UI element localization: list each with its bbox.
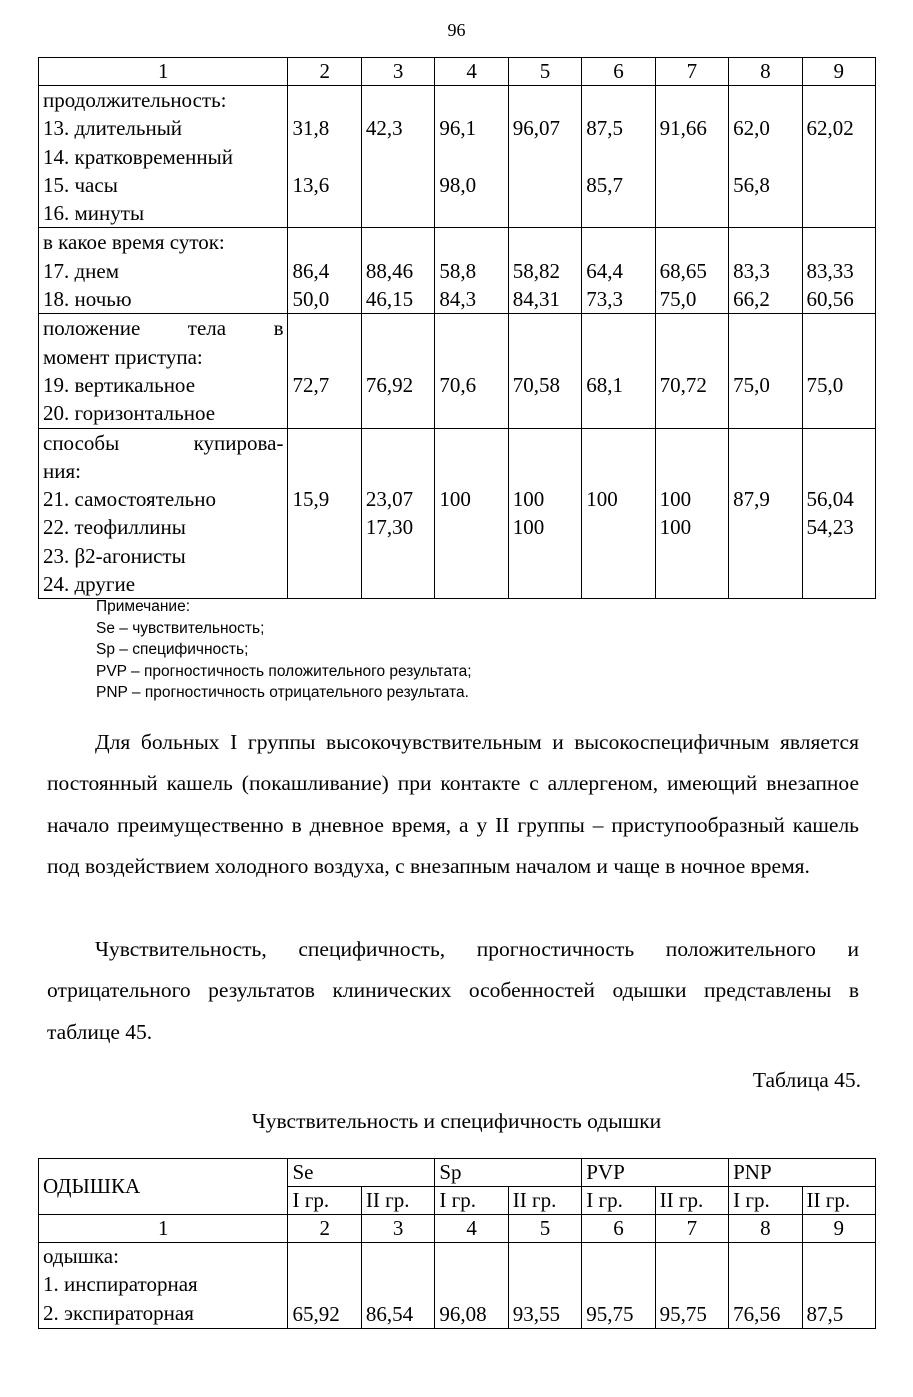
value-line bbox=[586, 86, 650, 114]
value-line: 73,3 bbox=[586, 287, 623, 312]
value-line bbox=[586, 542, 650, 570]
subgroup-cell: I гр. bbox=[729, 1187, 802, 1215]
value-line: 85,7 bbox=[586, 172, 623, 197]
value-line: 100 bbox=[512, 487, 545, 512]
note-title: Примечание: bbox=[96, 598, 191, 615]
row-label-cell bbox=[39, 428, 288, 599]
value-cell bbox=[435, 86, 508, 228]
value-line bbox=[733, 570, 797, 598]
value-cell bbox=[508, 86, 581, 228]
value-cell bbox=[655, 428, 728, 599]
value-cell bbox=[361, 86, 434, 228]
value-line: 83,3 bbox=[733, 258, 770, 283]
value-cell bbox=[288, 228, 361, 314]
value-line bbox=[439, 228, 503, 256]
value-line: 83,33 bbox=[806, 258, 854, 283]
row-label-line: 20. горизонтальное bbox=[43, 401, 216, 426]
value-line: 68,65 bbox=[659, 258, 707, 283]
value-line bbox=[513, 314, 577, 342]
value-line bbox=[513, 570, 577, 598]
row-label-line: способы купирова- bbox=[43, 430, 284, 455]
value-cell bbox=[435, 314, 508, 428]
value-line bbox=[733, 199, 797, 227]
value-cell bbox=[361, 428, 434, 599]
value-line bbox=[660, 143, 724, 171]
row-label-line: 24. другие bbox=[43, 572, 136, 597]
value-cell bbox=[802, 428, 875, 599]
value-cell bbox=[435, 428, 508, 599]
value-line bbox=[439, 429, 503, 457]
page-number: 96 bbox=[447, 20, 466, 40]
value-line bbox=[439, 542, 503, 570]
value-line: 62,0 bbox=[733, 116, 770, 141]
body-paragraph: Чувствительность, специфичность, прогностичность положительного и отрицательного результатов клинических особенностей одышки представлены в таблице 45. bbox=[47, 937, 859, 1044]
value-cell bbox=[508, 228, 581, 314]
row-label-line: 2. экспираторная bbox=[43, 1300, 194, 1325]
value-line: 87,9 bbox=[733, 487, 770, 512]
value-cell bbox=[802, 228, 875, 314]
note-line: Sp – специфичность; bbox=[96, 641, 249, 659]
value-line bbox=[733, 542, 797, 570]
value-cell bbox=[729, 314, 802, 428]
value-cell bbox=[655, 314, 728, 428]
value-line bbox=[366, 86, 430, 114]
value-line bbox=[513, 343, 577, 371]
row-label-line: 23. β2-агонисты bbox=[43, 543, 186, 568]
table-note bbox=[96, 596, 472, 704]
value-cell bbox=[729, 228, 802, 314]
value-line bbox=[807, 171, 871, 199]
value-line bbox=[292, 143, 356, 171]
value-line: 75,0 bbox=[659, 287, 697, 312]
value-line: 72,7 bbox=[292, 372, 330, 397]
note-line: PVP – прогностичность положительного результата; bbox=[96, 662, 472, 680]
column-number-cell: 2 bbox=[288, 1215, 361, 1243]
table-row bbox=[39, 228, 876, 314]
value-line bbox=[660, 343, 724, 371]
column-number-cell: 7 bbox=[655, 1215, 728, 1243]
value-cell bbox=[655, 86, 728, 228]
value-line: 56,8 bbox=[733, 172, 770, 197]
value-line bbox=[513, 86, 577, 114]
value-line bbox=[807, 457, 871, 485]
value-line: 84,3 bbox=[439, 287, 477, 312]
table-group-header-row bbox=[39, 1159, 876, 1187]
value-line bbox=[366, 343, 430, 371]
row-label-line: продолжительность: bbox=[43, 88, 227, 112]
value-line bbox=[439, 570, 503, 598]
value-line bbox=[733, 343, 797, 371]
value-line bbox=[366, 399, 430, 427]
row-label-cell bbox=[39, 228, 288, 314]
value-line: 66,2 bbox=[733, 287, 770, 312]
value-line bbox=[586, 457, 650, 485]
row-label-line: 14. кратковременный bbox=[43, 144, 233, 169]
value-line bbox=[292, 228, 356, 256]
value-line bbox=[513, 199, 577, 227]
value-line bbox=[366, 429, 430, 457]
value-line: 31,8 bbox=[292, 116, 330, 141]
body-paragraph: Для больных I группы высокочувствительным и высокоспецифичным является постоянный кашель (покашливание) при контакте с аллергеном, имеющий внезапное начало преимущественно в дневное время, а у II группы – приступообразный кашель под воздействием холодного воздуха, с внезапным началом и чаще в ночное время. bbox=[47, 730, 859, 878]
value-line: 17,30 bbox=[365, 515, 414, 540]
value-cell bbox=[655, 228, 728, 314]
value-cell: 65,92 bbox=[288, 1243, 361, 1329]
value-line: 70,58 bbox=[512, 372, 561, 397]
value-line: 50,0 bbox=[292, 287, 330, 312]
value-line bbox=[586, 228, 650, 256]
value-line bbox=[807, 429, 871, 457]
value-line bbox=[292, 343, 356, 371]
value-line bbox=[807, 542, 871, 570]
value-line bbox=[660, 429, 724, 457]
value-line bbox=[586, 314, 650, 342]
value-cell: 93,55 bbox=[508, 1243, 581, 1329]
table-44-continuation bbox=[38, 57, 876, 599]
value-cell bbox=[582, 228, 655, 314]
value-line: 58,82 bbox=[512, 258, 561, 283]
value-cell bbox=[288, 86, 361, 228]
group-header-sp: Sp bbox=[435, 1159, 582, 1187]
value-line: 100 bbox=[659, 515, 692, 540]
value-line bbox=[439, 513, 503, 541]
value-line bbox=[439, 86, 503, 114]
header-cell: 2 bbox=[288, 58, 361, 86]
row-label-line: в какое время суток: bbox=[43, 230, 225, 255]
group-header-se: Se bbox=[288, 1159, 435, 1187]
subgroup-cell: II гр. bbox=[508, 1187, 581, 1215]
value-line bbox=[292, 457, 356, 485]
value-line bbox=[292, 570, 356, 598]
value-line bbox=[660, 228, 724, 256]
row-label-line: 18. ночью bbox=[43, 287, 132, 312]
value-line: 70,72 bbox=[659, 372, 707, 397]
table-header-row bbox=[39, 58, 876, 86]
table-number-label: Таблица 45. bbox=[752, 1068, 861, 1092]
value-cell bbox=[729, 428, 802, 599]
value-line: 60,56 bbox=[806, 287, 854, 312]
value-line bbox=[292, 429, 356, 457]
value-cell: 95,75 bbox=[655, 1243, 728, 1329]
value-line: 84,31 bbox=[512, 287, 561, 312]
value-line bbox=[660, 199, 724, 227]
row-label-line: 21. самостоятельно bbox=[43, 487, 216, 512]
value-line bbox=[807, 143, 871, 171]
row-label-line: 1. инспираторная bbox=[43, 1272, 198, 1297]
row-label-cell bbox=[39, 1243, 288, 1329]
value-line bbox=[807, 199, 871, 227]
table-45 bbox=[38, 1158, 876, 1329]
row-label-line: положение тела в bbox=[43, 316, 284, 341]
value-line bbox=[807, 314, 871, 342]
table-number-row bbox=[39, 1215, 876, 1243]
value-line bbox=[366, 570, 430, 598]
column-number-cell: 3 bbox=[361, 1215, 434, 1243]
group-header-pnp: PNP bbox=[729, 1159, 876, 1187]
header-cell: 5 bbox=[508, 58, 581, 86]
table-row bbox=[39, 1243, 876, 1329]
value-line bbox=[366, 228, 430, 256]
value-line bbox=[513, 542, 577, 570]
subgroup-cell: I гр. bbox=[288, 1187, 361, 1215]
value-line: 98,0 bbox=[439, 172, 477, 197]
value-line: 100 bbox=[512, 515, 545, 540]
value-line: 64,4 bbox=[586, 258, 623, 283]
value-line bbox=[366, 542, 430, 570]
value-cell bbox=[508, 314, 581, 428]
subgroup-cell: II гр. bbox=[361, 1187, 434, 1215]
value-cell bbox=[435, 228, 508, 314]
value-cell: 95,75 bbox=[582, 1243, 655, 1329]
corner-cell: ОДЫШКА bbox=[39, 1159, 288, 1215]
value-line: 91,66 bbox=[659, 116, 707, 141]
value-line: 100 bbox=[659, 487, 692, 512]
value-line bbox=[439, 199, 503, 227]
value-line bbox=[660, 171, 724, 199]
value-line bbox=[807, 570, 871, 598]
value-line bbox=[513, 143, 577, 171]
value-line: 15,9 bbox=[292, 487, 330, 512]
value-cell bbox=[508, 428, 581, 599]
value-line bbox=[733, 314, 797, 342]
value-cell bbox=[288, 314, 361, 428]
header-cell: 6 bbox=[582, 58, 655, 86]
value-line bbox=[733, 86, 797, 114]
value-line bbox=[733, 228, 797, 256]
value-line bbox=[660, 542, 724, 570]
value-line: 23,07 bbox=[365, 487, 414, 512]
value-line: 13,6 bbox=[292, 172, 330, 197]
value-line bbox=[513, 171, 577, 199]
value-line bbox=[439, 399, 503, 427]
value-line bbox=[733, 399, 797, 427]
table-row bbox=[39, 428, 876, 599]
value-line bbox=[292, 86, 356, 114]
subgroup-cell: I гр. bbox=[582, 1187, 655, 1215]
value-line: 96,07 bbox=[512, 116, 561, 141]
column-number-cell: 4 bbox=[435, 1215, 508, 1243]
subgroup-cell: I гр. bbox=[435, 1187, 508, 1215]
row-label-line: 16. минуты bbox=[43, 201, 145, 226]
value-line bbox=[807, 86, 871, 114]
row-label-cell bbox=[39, 86, 288, 228]
row-label-line: 17. днем bbox=[43, 258, 120, 283]
value-line bbox=[586, 343, 650, 371]
value-line: 87,5 bbox=[586, 116, 623, 141]
value-line bbox=[660, 314, 724, 342]
value-cell bbox=[582, 314, 655, 428]
value-line: 88,46 bbox=[365, 258, 414, 283]
value-line: 100 bbox=[586, 487, 618, 512]
column-number-cell: 1 bbox=[39, 1215, 288, 1243]
value-line bbox=[292, 314, 356, 342]
row-label-line: 13. длительный bbox=[43, 116, 183, 141]
value-line bbox=[292, 542, 356, 570]
value-cell bbox=[361, 314, 434, 428]
column-number-cell: 6 bbox=[582, 1215, 655, 1243]
value-cell: 76,56 bbox=[729, 1243, 802, 1329]
value-line: 56,04 bbox=[806, 487, 854, 512]
value-line bbox=[660, 86, 724, 114]
group-header-pvp: PVP bbox=[582, 1159, 729, 1187]
row-label-line: 19. вертикальное bbox=[43, 372, 196, 397]
value-line bbox=[366, 457, 430, 485]
value-line bbox=[586, 429, 650, 457]
table-row bbox=[39, 86, 876, 228]
row-label-line: 22. теофиллины bbox=[43, 515, 186, 540]
value-line: 96,1 bbox=[439, 116, 477, 141]
row-label-line: 15. часы bbox=[43, 172, 118, 197]
table-title: Чувствительность и специфичность одышки bbox=[251, 1109, 662, 1133]
value-line bbox=[807, 228, 871, 256]
value-line bbox=[660, 399, 724, 427]
value-line: 75,0 bbox=[806, 372, 844, 397]
value-line bbox=[586, 399, 650, 427]
subgroup-cell: II гр. bbox=[655, 1187, 728, 1215]
value-cell: 86,54 bbox=[361, 1243, 434, 1329]
value-line bbox=[292, 399, 356, 427]
value-line: 46,15 bbox=[365, 287, 414, 312]
value-line: 58,8 bbox=[439, 258, 477, 283]
value-line bbox=[807, 399, 871, 427]
value-line bbox=[586, 570, 650, 598]
row-label-line: ния: bbox=[43, 458, 81, 483]
value-cell bbox=[729, 86, 802, 228]
value-line bbox=[586, 513, 650, 541]
value-line: 70,6 bbox=[439, 372, 477, 397]
value-line bbox=[586, 143, 650, 171]
value-line bbox=[660, 570, 724, 598]
value-line bbox=[660, 457, 724, 485]
value-line: 76,92 bbox=[365, 372, 414, 397]
value-line bbox=[439, 457, 503, 485]
table-row bbox=[39, 314, 876, 428]
column-number-cell: 5 bbox=[508, 1215, 581, 1243]
value-line bbox=[366, 171, 430, 199]
value-line bbox=[733, 143, 797, 171]
value-line bbox=[439, 314, 503, 342]
value-line bbox=[439, 343, 503, 371]
row-label-line: момент приступа: bbox=[43, 344, 203, 369]
value-line bbox=[292, 199, 356, 227]
value-line bbox=[513, 399, 577, 427]
value-cell bbox=[582, 86, 655, 228]
row-label-line: одышка: bbox=[43, 1244, 119, 1268]
value-line bbox=[807, 343, 871, 371]
value-cell bbox=[361, 228, 434, 314]
value-line bbox=[733, 513, 797, 541]
value-cell: 87,5 bbox=[802, 1243, 875, 1329]
row-label-cell bbox=[39, 314, 288, 428]
value-line bbox=[513, 429, 577, 457]
header-cell: 1 bbox=[39, 58, 288, 86]
value-line: 75,0 bbox=[733, 372, 770, 397]
value-line bbox=[292, 513, 356, 541]
header-cell: 7 bbox=[655, 58, 728, 86]
value-line: 62,02 bbox=[806, 116, 854, 141]
value-line: 54,23 bbox=[806, 515, 854, 540]
value-line bbox=[439, 143, 503, 171]
value-line: 42,3 bbox=[365, 116, 403, 141]
value-line bbox=[733, 457, 797, 485]
value-line: 100 bbox=[439, 487, 471, 512]
note-line: PNP – прогностичность отрицательного результата. bbox=[96, 684, 469, 702]
value-line bbox=[366, 143, 430, 171]
value-cell bbox=[802, 86, 875, 228]
value-cell bbox=[288, 428, 361, 599]
value-line: 86,4 bbox=[292, 258, 330, 283]
column-number-cell: 8 bbox=[729, 1215, 802, 1243]
value-line bbox=[513, 457, 577, 485]
header-cell: 9 bbox=[802, 58, 875, 86]
column-number-cell: 9 bbox=[802, 1215, 875, 1243]
header-cell: 3 bbox=[361, 58, 434, 86]
value-cell bbox=[582, 428, 655, 599]
note-line: Se – чувствительность; bbox=[96, 619, 265, 637]
value-cell bbox=[802, 314, 875, 428]
subgroup-cell: II гр. bbox=[802, 1187, 875, 1215]
value-line bbox=[366, 199, 430, 227]
value-line: 68,1 bbox=[586, 372, 623, 397]
value-line bbox=[586, 199, 650, 227]
value-cell: 96,08 bbox=[435, 1243, 508, 1329]
header-cell: 4 bbox=[435, 58, 508, 86]
value-line bbox=[366, 314, 430, 342]
value-line bbox=[513, 228, 577, 256]
value-line bbox=[733, 429, 797, 457]
header-cell: 8 bbox=[729, 58, 802, 86]
